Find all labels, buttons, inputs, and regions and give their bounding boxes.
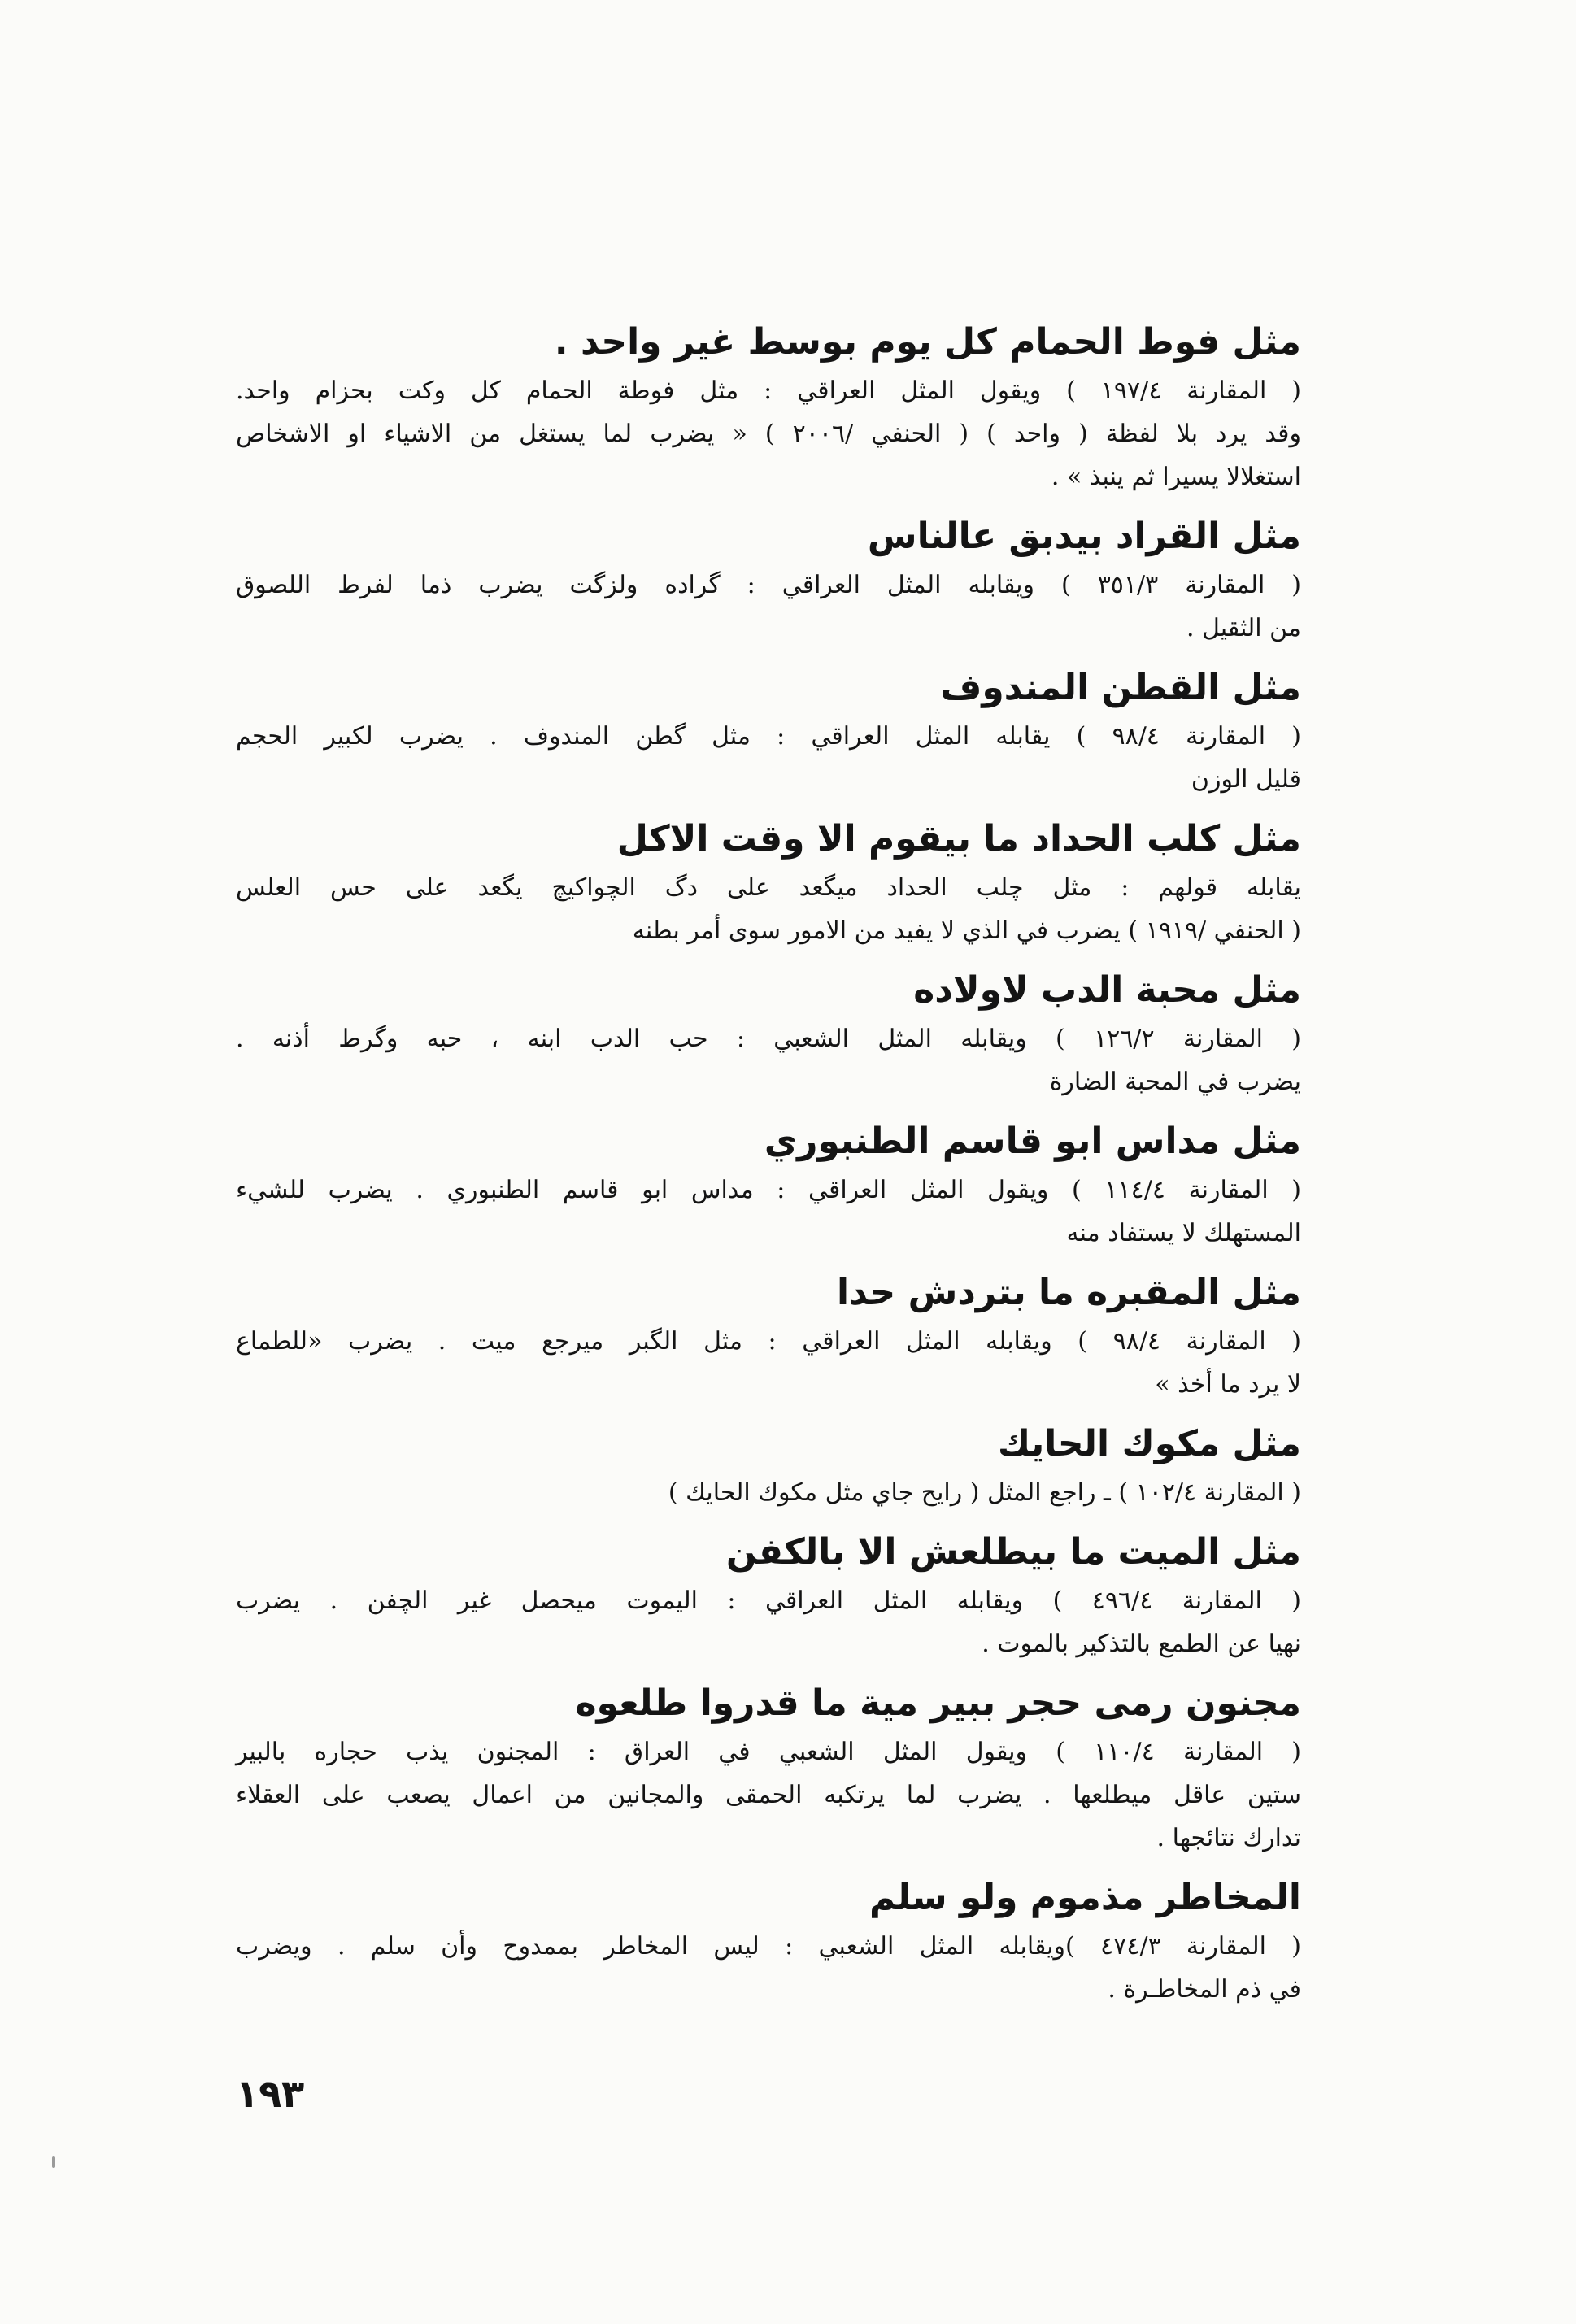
proverb-heading: مثل المقبره ما بتردش حدا — [837, 1272, 1301, 1313]
proverb-heading: مجنون رمى حجر ببير مية ما قدروا طلعوه — [575, 1682, 1301, 1724]
proverb-explanation-line: ستين عاقل ميطلعها . يضرب لما يرتكبه الحمقى والمجانين من اعمال يصعب على العقلاء — [236, 1781, 1301, 1809]
proverb-explanation-line: في ذم المخاطـرة . — [1108, 1975, 1301, 2004]
proverb-explanation-line: ( المقارنة ٣٥١/٣ ) ويقابله المثل العراقي : گراده ولزگت يضرب ذما لفرط اللصوق — [236, 571, 1301, 599]
proverb-entry — [236, 1266, 1301, 1406]
proverb-explanation-line: ( المقارنة ١١٠/٤ ) ويقول المثل الشعبي في العراق : المجنون يذب حجاره بالبير — [236, 1738, 1301, 1766]
proverb-explanation-line: استغلالا يسيرا ثم ينبذ » . — [1051, 463, 1301, 491]
proverb-heading: مثل محبة الدب لاولاده — [913, 969, 1301, 1011]
proverb-entry — [236, 661, 1301, 801]
proverb-explanation-line: يضرب في المحبة الضارة — [1049, 1068, 1301, 1096]
proverb-explanation-line: ( المقارنة ٤٧٤/٣ )ويقابله المثل الشعبي : ليس المخاطر بممدوح وأن سلم . ويضرب — [236, 1932, 1301, 1961]
proverb-entry — [236, 1525, 1301, 1665]
proverb-entry — [236, 1677, 1301, 1860]
proverb-explanation-line: ( المقارنة ٩٨/٤ ) ويقابله المثل العراقي : مثل الگبر ميرجع ميت . يضرب «للطماع — [236, 1327, 1301, 1356]
proverb-explanation-line: وقد يرد بلا لفظة ( واحد ) ( الحنفي /٢٠٠٦ ) « يضرب لما يستغل من الاشياء او الاشخاص — [236, 420, 1301, 448]
page-content — [236, 316, 1301, 2039]
proverb-heading: مثل فوط الحمام كل يوم بوسط غير واحد . — [554, 321, 1301, 363]
proverb-heading: المخاطر مذموم ولو سلم — [869, 1877, 1301, 1918]
proverb-heading: مثل مداس ابو قاسم الطنبوري — [764, 1121, 1301, 1162]
proverb-explanation-line: قليل الوزن — [1191, 765, 1301, 794]
scan-speck — [52, 2156, 55, 2168]
proverb-entry — [236, 510, 1301, 650]
proverb-explanation-line: ( المقارنة ١٩٧/٤ ) ويقول المثل العراقي : مثل فوطة الحمام كل وكت بحزام واحد. — [236, 376, 1301, 405]
proverb-explanation-line: من الثقيل . — [1186, 614, 1301, 642]
proverb-explanation-line: ( المقارنة ١١٤/٤ ) ويقول المثل العراقي : مداس ابو قاسم الطنبوري . يضرب للشيء — [236, 1176, 1301, 1204]
proverb-heading: مثل القطن المندوف — [940, 667, 1301, 708]
proverb-explanation-line: نهيا عن الطمع بالتذكير بالموت . — [982, 1630, 1301, 1658]
proverb-explanation-line: ( المقارنة ٤٩٦/٤ ) ويقابله المثل العراقي : اليموت ميحصل غير الچفن . يضرب — [236, 1586, 1301, 1615]
proverb-entry — [236, 1871, 1301, 2011]
proverb-heading: مثل القراد بيدبق عالناس — [867, 516, 1301, 557]
proverb-explanation-line: تدارك نتائجها . — [1156, 1824, 1301, 1852]
proverb-heading: مثل كلب الحداد ما بيقوم الا وقت الاكل — [616, 818, 1301, 860]
proverb-explanation-line: ( الحنفي /١٩١٩ ) يضرب في الذي لا يفيد من الامور سوى أمر بطنه — [632, 916, 1301, 945]
proverb-heading: مثل الميت ما بيطلعش الا بالكفن — [725, 1531, 1301, 1573]
proverb-heading: مثل مكوك الحايك — [997, 1423, 1301, 1464]
page-number: ١٩٣ — [236, 2072, 305, 2116]
proverb-explanation-line: ( المقارنة ٩٨/٤ ) يقابله المثل العراقي : مثل گطن المندوف . يضرب لكبير الحجم — [236, 722, 1301, 751]
proverb-explanation-line: ( المقارنة ١٢٦/٢ ) ويقابله المثل الشعبي : حب الدب ابنه ، حبه وگرط أذنه . — [236, 1025, 1301, 1053]
proverb-explanation-line: يقابله قولهم : مثل چلب الحداد ميگعد على دگ الچواكيچ يگعد على حس العلس — [236, 873, 1301, 902]
proverb-entry — [236, 812, 1301, 952]
proverb-explanation-line: ( المقارنة ١٠٢/٤ ) ـ راجع المثل ( رايح جاي مثل مكوك الحايك ) — [668, 1478, 1301, 1507]
proverb-entry — [236, 316, 1301, 498]
proverb-entry — [236, 1115, 1301, 1255]
proverb-entry — [236, 1417, 1301, 1514]
proverb-explanation-line: المستهلك لا يستفاد منه — [1066, 1219, 1301, 1247]
proverb-entry — [236, 964, 1301, 1103]
proverb-explanation-line: لا يرد ما أخذ » — [1155, 1370, 1301, 1399]
